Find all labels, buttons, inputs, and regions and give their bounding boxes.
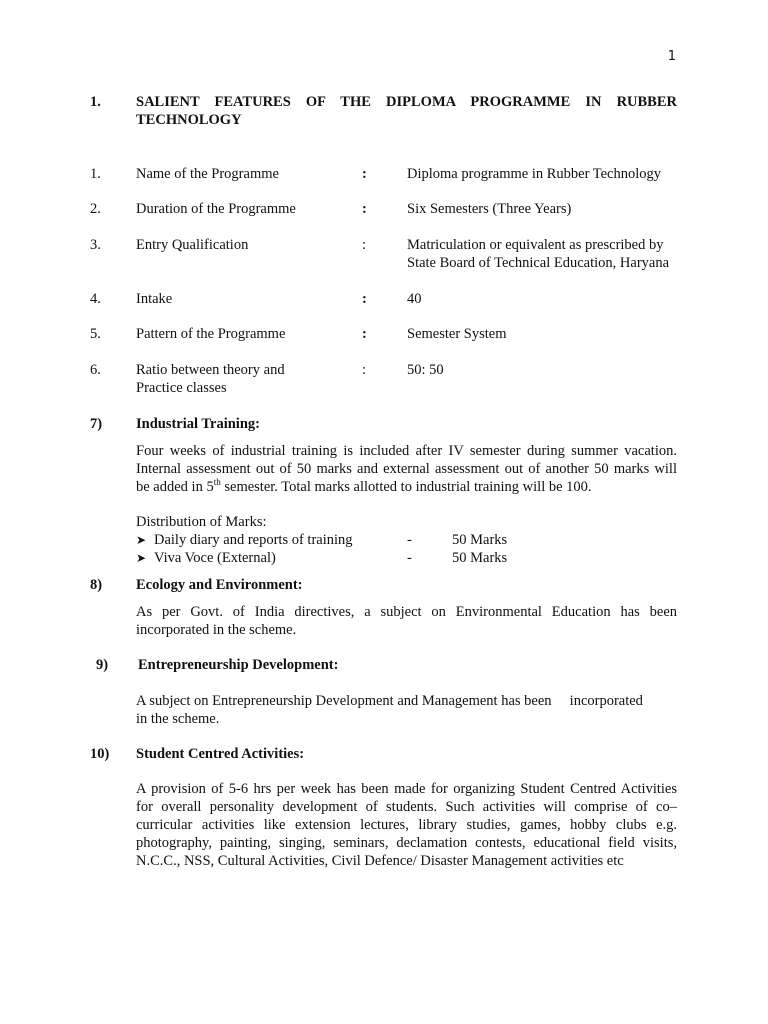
distribution-marks: 50 Marks	[452, 550, 508, 566]
section-number: 9)	[96, 657, 109, 673]
paragraph-line: As per Govt. of India directives, a subject on Environmental Education has been	[136, 604, 677, 620]
feature-colon: :	[362, 237, 367, 253]
section-number: 8)	[90, 577, 103, 593]
section-title: Industrial Training:	[136, 416, 260, 432]
paragraph-line: for overall personality development of students. Such activities will comprise of co–	[136, 799, 677, 815]
page-number: 1	[667, 49, 676, 64]
distribution-item: ➤ Viva Voce (External)	[136, 550, 276, 566]
feature-label: Name of the Programme	[136, 166, 279, 182]
feature-colon: :	[362, 362, 367, 378]
feature-value: 40	[407, 291, 422, 307]
section-title: Ecology and Environment:	[136, 577, 303, 593]
heading-line-1: SALIENT FEATURES OF THE DIPLOMA PROGRAMME IN RUBBER	[136, 94, 677, 110]
section-number: 7)	[90, 416, 103, 432]
paragraph-line: in the scheme.	[136, 711, 220, 727]
section-title: Student Centred Activities:	[136, 746, 305, 762]
paragraph-line: be added in 5th semester. Total marks allotted to industrial training will be 100.	[136, 477, 592, 495]
arrow-bullet-icon: ➤	[136, 551, 147, 565]
feature-label: Pattern of the Programme	[136, 326, 286, 342]
feature-label: Duration of the Programme	[136, 201, 296, 217]
paragraph-line: Internal assessment out of 50 marks and external assessment out of another 50 marks will	[136, 461, 677, 477]
feature-label: Ratio between theory and	[136, 362, 285, 378]
feature-num: 2.	[90, 201, 101, 217]
feature-num: 5.	[90, 326, 101, 342]
paragraph-line: photography, painting, singing, seminars, declamation contests, educational field visits,	[136, 835, 677, 851]
distribution-dash: -	[407, 550, 412, 566]
feature-label: Entry Qualification	[136, 237, 249, 253]
heading-line-2: TECHNOLOGY	[136, 112, 242, 128]
feature-num: 4.	[90, 291, 101, 307]
feature-label-line-2: Practice classes	[136, 380, 227, 396]
feature-value: Six Semesters (Three Years)	[407, 201, 572, 217]
distribution-marks: 50 Marks	[452, 532, 508, 548]
feature-label: Intake	[136, 291, 173, 307]
paragraph-line: A subject on Entrepreneurship Development and Management has been incorporated	[136, 693, 643, 709]
distribution-item: ➤ Daily diary and reports of training	[136, 532, 353, 548]
paragraph-line: curricular activities like extension lectures, library studies, games, hobby clubs e.g.	[136, 817, 677, 833]
feature-colon: :	[362, 326, 367, 342]
arrow-bullet-icon: ➤	[136, 533, 147, 547]
paragraph-line: incorporated in the scheme.	[136, 622, 297, 638]
section-title: Entrepreneurship Development:	[138, 657, 339, 673]
feature-value-line-2: State Board of Technical Education, Haryana	[407, 255, 670, 271]
feature-value: Semester System	[407, 326, 507, 342]
distribution-dash: -	[407, 532, 412, 548]
paragraph-line: A provision of 5-6 hrs per week has been made for organizing Student Centred Activities	[136, 781, 677, 797]
distribution-title: Distribution of Marks:	[136, 514, 267, 530]
feature-colon: :	[362, 166, 367, 182]
feature-value: Diploma programme in Rubber Technology	[407, 166, 662, 182]
feature-colon: :	[362, 201, 367, 217]
feature-num: 3.	[90, 237, 101, 253]
feature-colon: :	[362, 291, 367, 307]
feature-value: Matriculation or equivalent as prescribed by	[407, 237, 664, 253]
feature-num: 6.	[90, 362, 101, 378]
paragraph-line: N.C.C., NSS, Cultural Activities, Civil Defence/ Disaster Management activities etc	[136, 853, 624, 869]
paragraph-line: Four weeks of industrial training is included after IV semester during summer vacation.	[136, 443, 677, 459]
feature-num: 1.	[90, 166, 101, 182]
feature-value: 50: 50	[407, 362, 444, 378]
section-number: 10)	[90, 746, 110, 762]
heading-number: 1.	[90, 94, 101, 110]
superscript: th	[213, 477, 221, 488]
